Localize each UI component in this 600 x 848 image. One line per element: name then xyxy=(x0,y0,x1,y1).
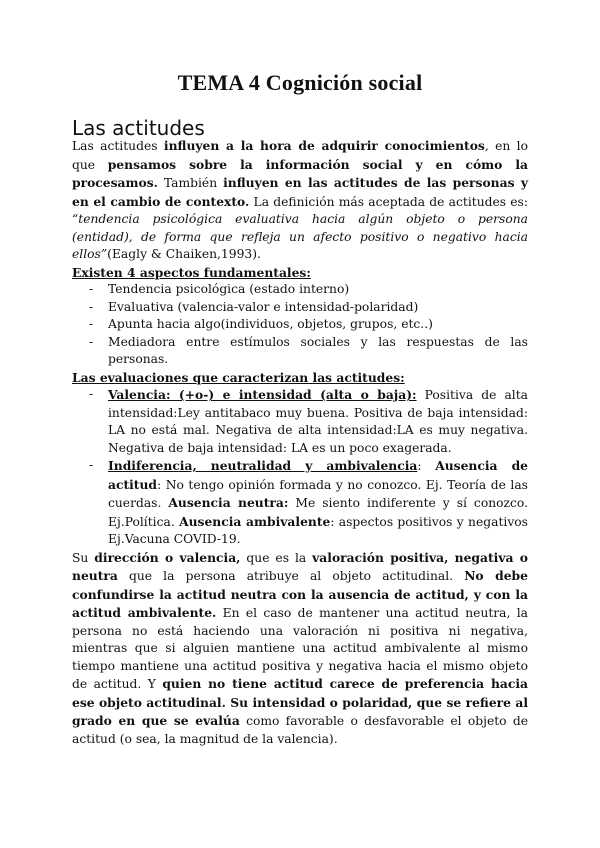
list-item: - Evaluativa (valencia-valor e intensidad-polaridad) xyxy=(72,299,528,317)
aspects-list xyxy=(72,281,528,369)
intro-text-3: También xyxy=(157,176,224,190)
ambivalent-label: Ausencia ambivalente xyxy=(179,513,331,529)
section-title: Las actitudes xyxy=(72,116,205,140)
intro-bold-3: influyen en las actitudes de las personas y en el cambio de contexto. xyxy=(72,175,528,209)
intro-text-1: Las actitudes xyxy=(72,139,164,153)
list-item: - Apunta hacia algo(individuos, objetos, grupos, etc..) xyxy=(72,316,528,334)
valence-label: Valencia: (+o-) e intensidad (alta o baja): xyxy=(108,387,417,402)
closing-paragraph xyxy=(72,549,528,749)
closing-text-1: Su xyxy=(72,550,95,565)
definition-quote: “tendencia psicológica evaluativa hacia algún objeto o persona (entidad), de forma que refleja un afecto positivo o negativo hacia ellos” xyxy=(72,212,528,261)
citation: (Eagly & Chaiken,1993). xyxy=(107,247,261,261)
indifference-colon: : xyxy=(417,459,436,473)
valence-item xyxy=(72,386,528,457)
neutral-label: Ausencia neutra: xyxy=(168,495,289,510)
closing-bold-4: quien no tiene actitud carece de preferencia hacia ese objeto actitudinal. Su intensidad o polaridad, que se refiere al grado en que se evalúa xyxy=(72,676,528,728)
list-item: - Mediadora entre estímulos sociales y las respuestas de las personas. xyxy=(72,334,528,369)
intro-bold-1: influyen a la hora de adquirir conocimientos xyxy=(163,138,485,153)
intro-text-4: La definición más aceptada de actitudes es: xyxy=(249,194,529,209)
intro-text-2: , en lo que xyxy=(72,139,528,172)
page-title: TEMA 4 Cognición social xyxy=(177,70,423,95)
closing-bold-1: dirección o valencia, xyxy=(94,549,241,565)
valence-text: Positiva de alta intensidad:Ley antitabaco muy buena. Positiva de baja intensidad: LA no está mal. Negativa de alta intensidad:LA es muy negativa. Negativa de baja intensidad: LA es un poco exagerada. xyxy=(108,388,528,455)
indifference-label: Indiferencia, neutralidad y ambivalencia xyxy=(108,458,418,473)
evaluations-heading: Las evaluaciones que caracterizan las actitudes: xyxy=(72,369,405,385)
absence-text: : No tengo opinión formada y no conozco. Ej. Teoría de las cuerdas. xyxy=(108,477,528,510)
intro-bold-2: pensamos sobre la información social y en cómo la procesamos. xyxy=(72,156,528,190)
evaluations-list xyxy=(72,386,528,549)
closing-text-3: que la persona atribuye al objeto actitudinal. xyxy=(117,569,465,583)
closing-text-5: como favorable o desfavorable el objeto de actitud (o sea, la magnitud de la valencia). xyxy=(72,714,528,746)
aspects-heading: Existen 4 aspectos fundamentales: xyxy=(72,264,311,280)
closing-text-4: En el caso de mantener una actitud neutra, la persona no está haciendo una valoración ni positiva ni negativa, mientras que si alguien mantiene una actitud ambivalente al mismo tiempo mantiene una actitud positiva y negativa hacia el mismo objeto de actitud. Y xyxy=(72,606,529,691)
neutral-text: Me siento indiferente y sí conozco. Ej.Política. xyxy=(108,496,529,529)
closing-bold-3: No debe confundirse la actitud neutra con la ausencia de actitud, y con la actitud ambivalente. xyxy=(72,568,528,620)
absence-label: Ausencia de actitud xyxy=(108,458,528,492)
indifference-item xyxy=(72,457,528,549)
closing-bold-2: valoración positiva, negativa o neutra xyxy=(72,549,528,583)
intro-paragraph xyxy=(72,137,528,264)
ambivalent-text: : aspectos positivos y negativos Ej.Vacuna COVID-19. xyxy=(108,514,528,546)
list-item: - Tendencia psicológica (estado interno) xyxy=(72,281,528,299)
closing-text-2: que es la xyxy=(240,550,313,565)
document-body xyxy=(72,137,528,748)
